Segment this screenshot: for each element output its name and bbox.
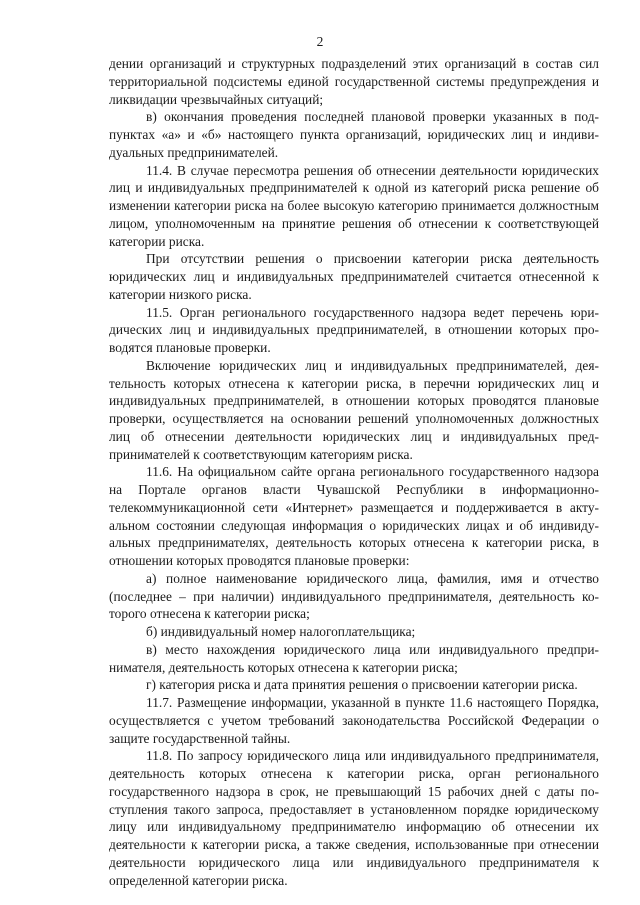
paragraph-11-6: 11.6. На официальном сайте органа регионального государственного надзора на Портале органов власти Чувашской Республики в информационно-телекоммуникационной сети «Интернет» размещается и поддерживается в актуальном состоянии следующая информация о юридических лицах и об индивидуальных предпринимателях, деятельность которых отнесена к категории риска, в отношении которых проводятся плановые проверки: xyxy=(109,464,599,568)
paragraph-continuation: дении организаций и структурных подразделений этих организаций в состав сил территориальной подсистемы единой государственной системы предупреждения и ликвидации чрезвычайных ситуаций; xyxy=(109,56,599,107)
paragraph-subitem-v: в) окончания проведения последней плановой проверки указанных в подпунктах «а» и «б» настоящего пункта организаций, юридических лиц и индивидуальных предпринимателей. xyxy=(109,109,599,160)
paragraph-11-8: 11.8. По запросу юридического лица или индивидуального предпринимателя, деятельность которых отнесена к категории риска, орган регионального государственного надзора в срок, не превышающий 15 рабочих дней с даты поступления такого запроса, предоставляет в установленном порядке юридическому лицу или индивидуальному предпринимателю информацию об отнесении их деятельности к категории риска, а также сведения, использованные при отнесении деятельности юридического лица или индивидуального предпринимателя к определенной категории риска. xyxy=(109,748,599,888)
list-item-b: б) индивидуальный номер налогоплательщика; xyxy=(146,624,416,639)
paragraph-no-decision: При отсутствии решения о присвоении категории риска деятельность юридических лиц и индивидуальных предпринимателей считается отнесенной к категории низкого риска. xyxy=(109,251,599,302)
paragraph-11-4: 11.4. В случае пересмотра решения об отнесении деятельности юридических лиц и индивидуальных предпринимателей к одной из категорий риска решение об изменении категории риска на более высокую категорию принимается должностным лицом, уполномоченным на принятие решения об отнесении к соответствующей категории риска. xyxy=(109,162,599,249)
paragraph-inclusion: Включение юридических лиц и индивидуальных предпринимателей, деятельность которых отнесена к категории риска, в перечни юридических лиц и индивидуальных предпринимателей, в отношении которых проводятся плановые проверки, осуществляется на основании решений уполномоченных должностных лиц об отнесении деятельности юридических лиц и индивидуальных предпринимателей к соответствующим категориям риска. xyxy=(109,357,599,462)
paragraph-11-5: 11.5. Орган регионального государственного надзора ведет перечень юридических лиц и индивидуальных предпринимателей, в отношении которых проводятся плановые проверки. xyxy=(109,304,599,355)
document-body xyxy=(109,55,599,889)
list-item-a: а) полное наименование юридического лица, фамилия, имя и отчество (последнее – при наличии) индивидуального предпринимателя, деятельность которого отнесена к категории риска; xyxy=(109,570,599,622)
list-item-v: в) место нахождения юридического лица или индивидуального предпринимателя, деятельность которых отнесена к категории риска; xyxy=(109,641,599,675)
list-item-g: г) категория риска и дата принятия решения о присвоении категории риска. xyxy=(146,677,578,693)
paragraph-11-7: 11.7. Размещение информации, указанной в пункте 11.6 настоящего Порядка, осуществляется с учетом требований законодательства Российской Федерации о защите государственной тайны. xyxy=(109,695,599,746)
page-number: 2 xyxy=(316,34,324,49)
